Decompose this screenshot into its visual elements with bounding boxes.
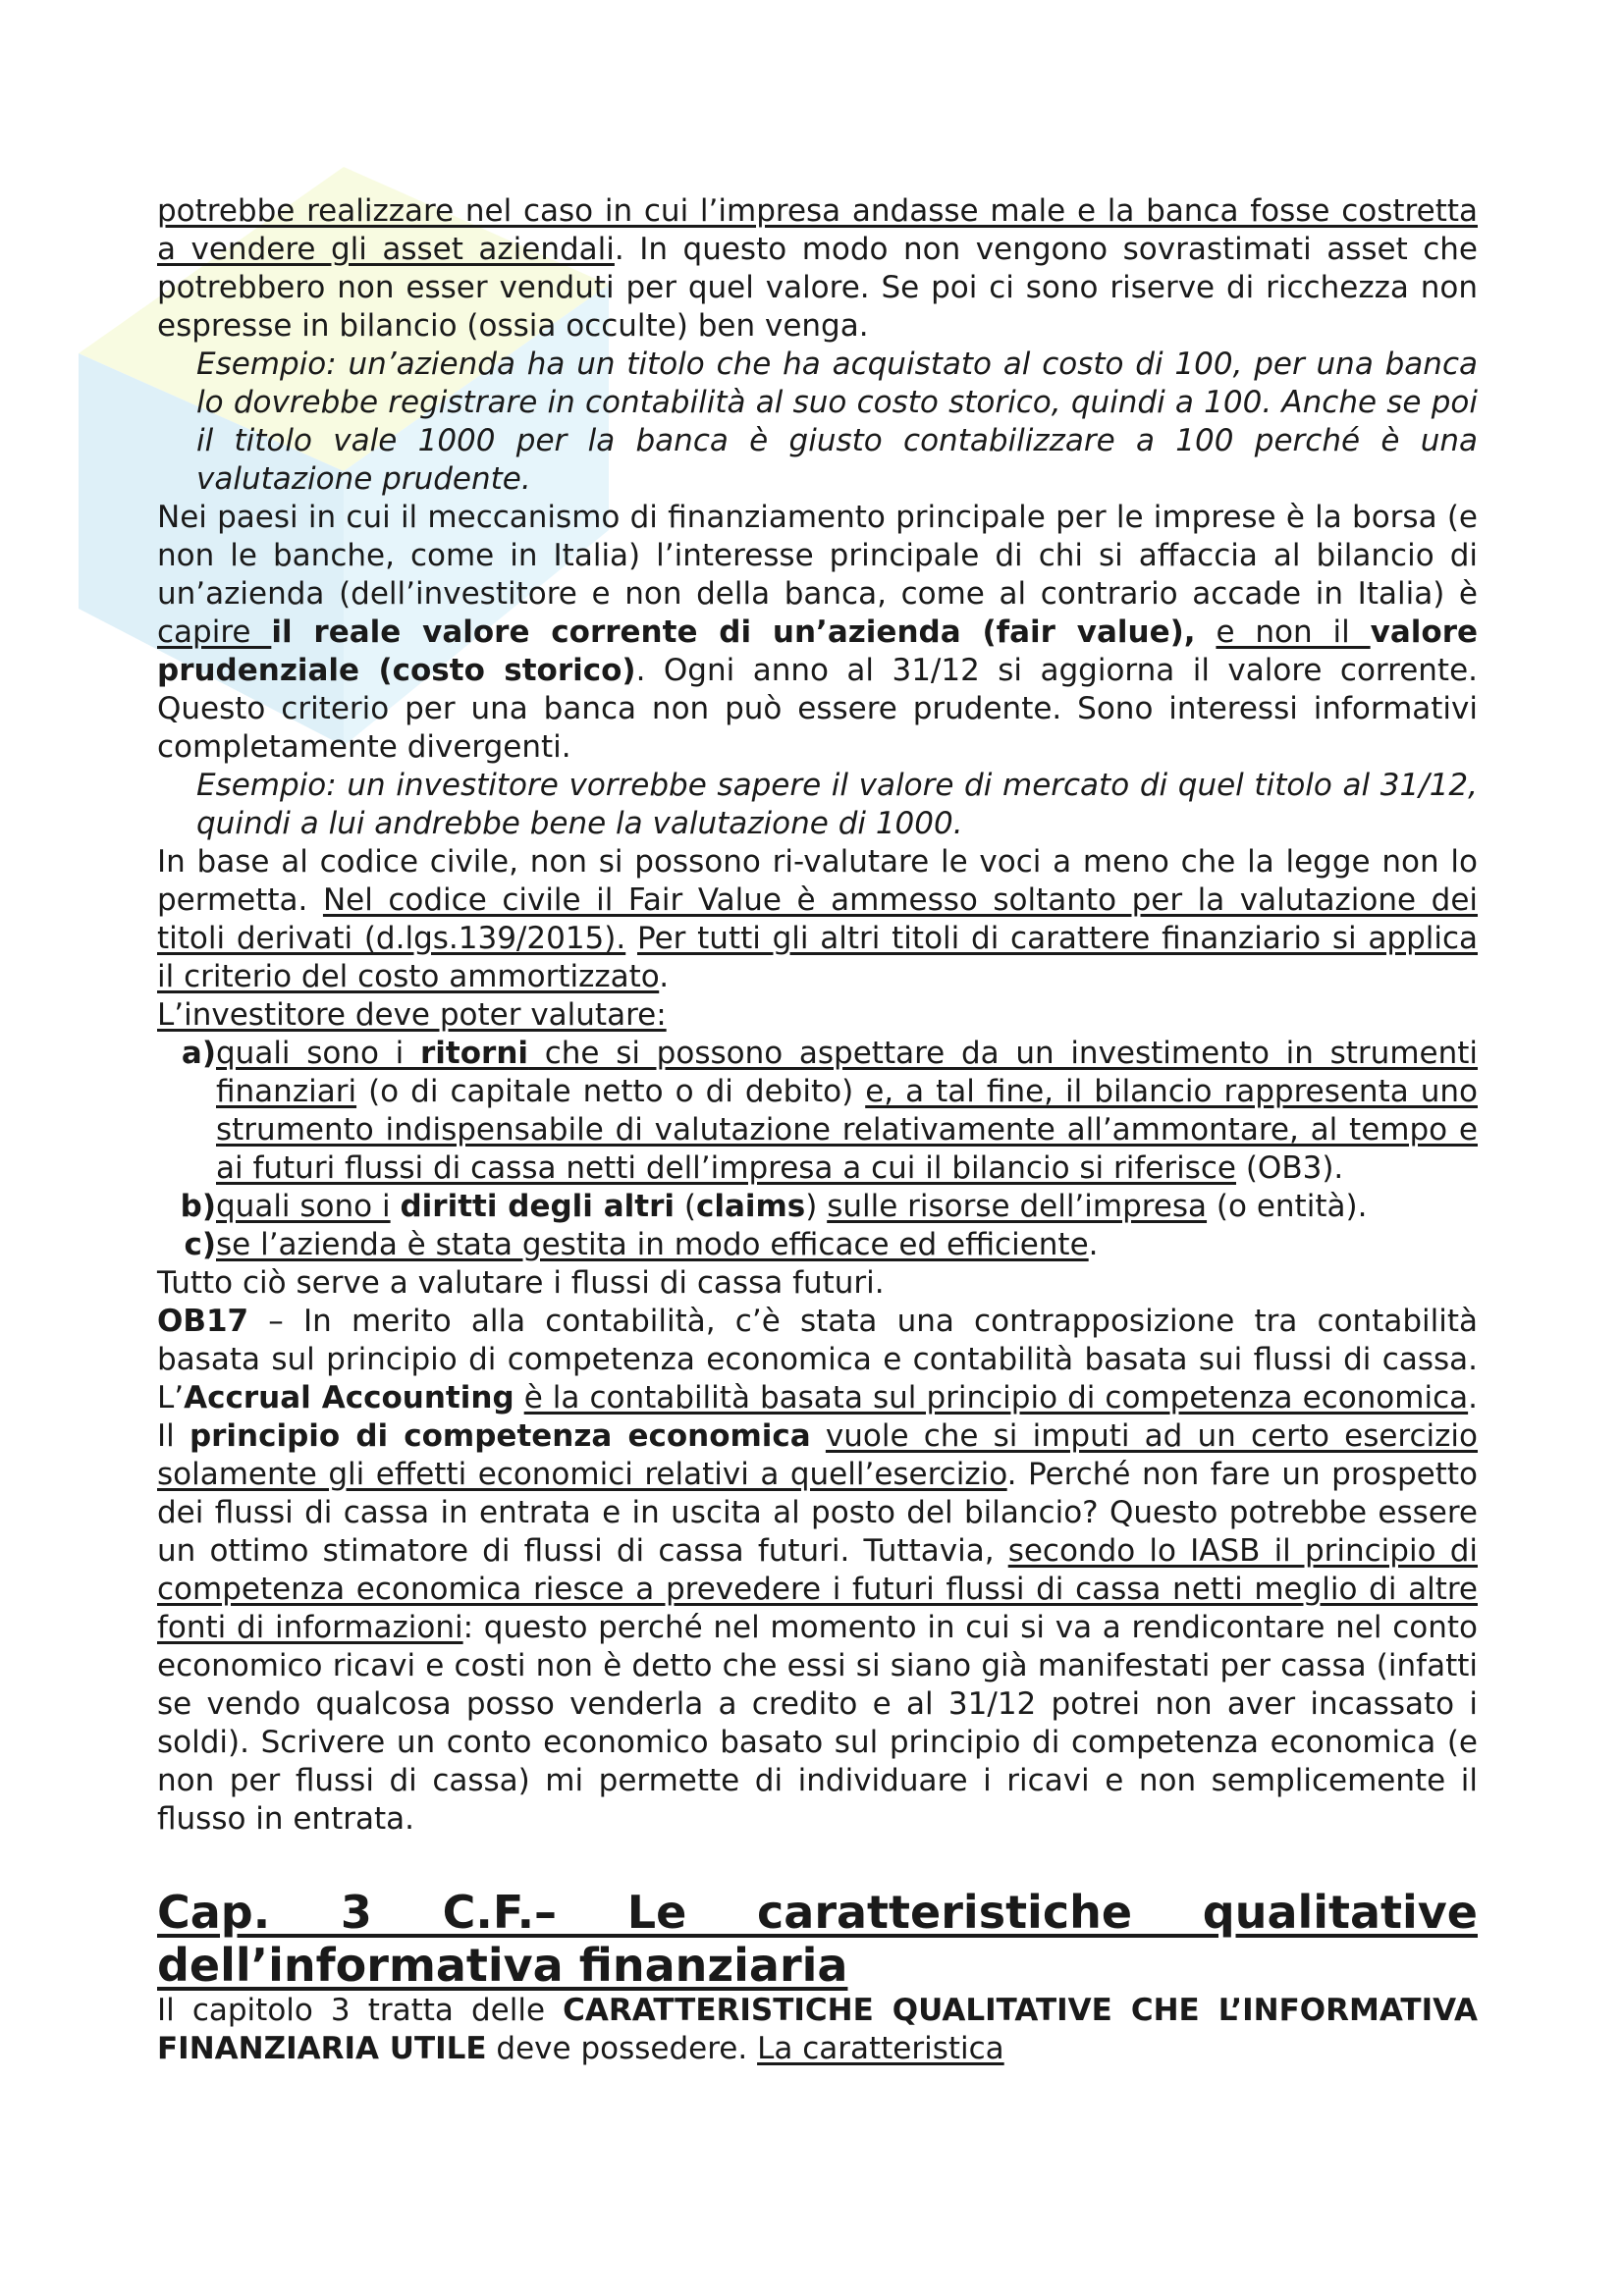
text-run: deve possedere. [486,2031,758,2066]
paragraph-2 [157,499,1478,767]
text-run: . Perché non fare un prospetto dei flussi di cassa in entrata e in uscita al posto del bilancio? Questo potrebbe essere un ottimo stimatore di flussi di cassa futuri. Tuttavia, [157,1457,1478,1569]
paragraph-3 [157,843,1478,996]
text-run: La caratteristica [757,2031,1004,2066]
text-run: quali sono i [216,1189,391,1224]
text-run: . [659,959,670,994]
text-run: ( [674,1189,696,1224]
text-run: (OB3). [1235,1150,1344,1186]
text-run: è la contabilità basata sul principio di competenza economica [523,1380,1469,1415]
text-run: Nei paesi in cui il meccanismo di finanziamento principale per le imprese è la borsa (e non le banche, come in Italia) l’interesse principale di chi si affaccia al bilancio di un’azienda (dell’investitore e non della banca, come al contrario accade in Italia) è [157,500,1478,612]
text-run: ritorni [420,1036,529,1071]
text-run: . [1088,1227,1099,1262]
text-run: diritti degli altri [400,1189,675,1224]
text-run: – In merito alla contabilità, c’è stata una contrapposizione tra contabilità basata sul principio di competenza economica e contabilità basata sui flussi di cassa. L’ [157,1304,1478,1415]
text-run: ) [805,1189,828,1224]
paragraph-6 [157,1303,1478,1839]
text-run: Esempio [196,768,327,803]
document-page [157,192,1478,2068]
list-marker: a) [181,1036,216,1071]
example-1 [157,346,1478,499]
text-run: OB17 [157,1304,249,1339]
text-run: e non il [1216,614,1371,650]
text-run: che si possono aspettare da un investimento in strumenti finanziari [216,1036,1479,1109]
text-run: Il capitolo 3 tratta delle [157,1993,564,2028]
text-run [1196,614,1217,650]
text-run: : un’azienda ha un titolo che ha acquistato al costo di 100, per una banca lo dovrebbe registrare in contabilità al suo costo storico, quindi a 100. Anche se poi il titolo vale 1000 per la banca è giusto contabilizzare a 100 perché è una valutazione prudente. [196,347,1478,497]
list-text [216,1035,1478,1188]
investor-list [157,1035,1478,1264]
text-run: se l’azienda è stata gestita in modo efficace ed efficiente [216,1227,1089,1262]
text-run: claims [695,1189,806,1224]
chapter-heading-text: Cap. 3 C.F.– Le caratteristiche qualitative dell’informativa finanziaria [157,1886,1478,1992]
text-run: vuole che si imputi ad un certo esercizio solamente gli effetti economici relativi a quell’esercizio [157,1418,1479,1492]
text-run: : questo perché nel momento in cui si va a rendicontare nel conto economico ricavi e costi non è detto che essi si siano già manifestati per cassa (infatti se vendo qualcosa posso venderla a credito e al 31/12 potrei non aver incassato i soldi). Scrivere un conto economico basato sul principio di competenza economica (e non per flussi di cassa) mi permette di individuare i ricavi e non semplicemente il flusso in entrata. [157,1610,1478,1837]
text-run: valore prudenziale (costo storico) [157,614,1479,688]
text-run: capire [157,614,272,650]
example-2 [157,767,1478,843]
chapter-heading [157,1886,1478,1992]
text-run: . Ogni anno al 31/12 si aggiorna il valore corrente. Questo criterio per una banca non può essere prudente. Sono interessi informativi completamente divergenti. [157,653,1478,765]
text-run [811,1418,826,1454]
text-run [391,1189,401,1224]
text-run: Esempio [196,347,327,382]
paragraph-1 [157,192,1478,346]
text-run [625,921,637,956]
text-run: L’investitore deve poter valutare: [157,997,667,1033]
list-item [157,1188,1478,1226]
paragraph-7 [157,1992,1478,2068]
text-run: In base al codice civile, non si possono ri-valutare le voci a meno che la legge non lo permetta. [157,844,1478,918]
text-run: quali sono i [216,1036,421,1071]
list-item [157,1035,1478,1188]
list-item [157,1226,1478,1264]
list-text [216,1188,1478,1226]
paragraph-4 [157,996,1478,1035]
text-run: : un investitore vorrebbe sapere il valore di mercato di quel titolo al 31/12, quindi a lui andrebbe bene la valutazione di 1000. [196,768,1478,841]
text-run: CARATTERISTICHE QUALITATIVE CHE L’INFORMATIVA FINANZIARIA UTILE [157,1993,1478,2066]
list-marker: b) [180,1189,216,1224]
paragraph-5 [157,1264,1478,1303]
text-run: (o di capitale netto o di debito) [356,1074,866,1109]
text-run: (o entità). [1207,1189,1368,1224]
list-marker: c) [184,1227,216,1262]
list-text [216,1226,1478,1264]
text-run: secondo lo IASB il principio di competenza economica riesce a prevedere i futuri flussi di cassa netti meglio di altre fonti di informazioni [157,1533,1478,1645]
text-run: Accrual Accounting [184,1380,514,1415]
text-run: potrebbe realizzare nel caso in cui l’impresa andasse male e la banca fosse costretta a vendere gli asset aziendali [157,193,1478,267]
text-run: Nel codice civile il Fair Value è ammesso soltanto per la valutazione dei titoli derivati (d.lgs.139/2015). [157,882,1479,956]
text-run: . Il [157,1380,1478,1454]
text-run: e, a tal fine, il bilancio rappresenta uno strumento indispensabile di valutazione relativamente all’ammontare, al tempo e ai futuri flussi di cassa netti dell’impresa a cui il bilancio si riferisce [216,1074,1478,1186]
text-run: . In questo modo non vengono sovrastimati asset che potrebbero non esser venduti per quel valore. Se poi ci sono riserve di ricchezza non espresse in bilancio (ossia occulte) ben venga. [157,232,1478,344]
text-run: Per tutti gli altri titoli di carattere finanziario si applica il criterio del costo ammortizzato [157,921,1479,994]
text-run [514,1380,524,1415]
text-run: principio di competenza economica [189,1418,811,1454]
text-run: sulle risorse dell’impresa [827,1189,1208,1224]
text-run: Tutto ciò serve a valutare i flussi di cassa futuri. [157,1265,885,1301]
text-run: il reale valore corrente di un’azienda (fair value), [271,614,1196,650]
